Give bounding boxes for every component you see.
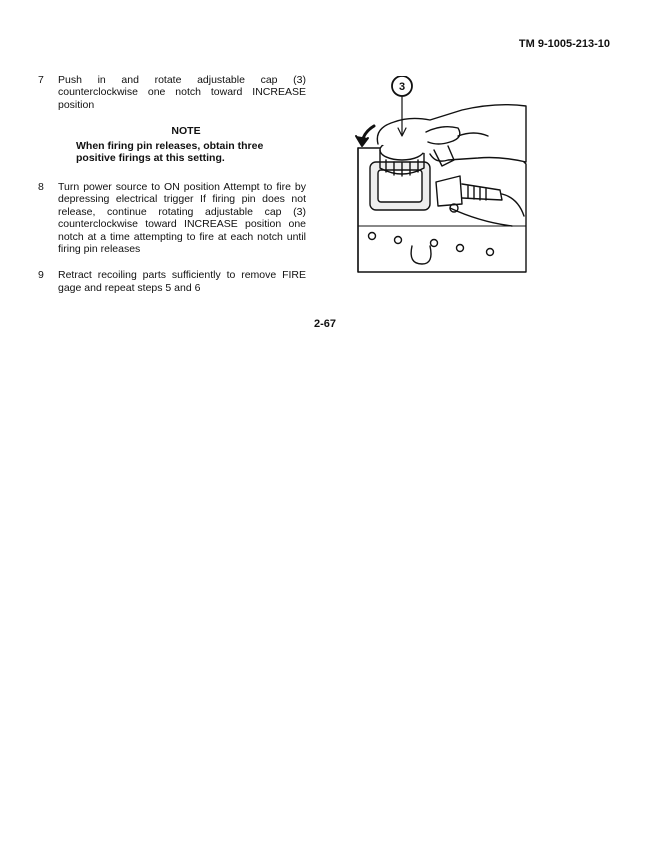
step-text: Turn power source to ON position Attempt to fire by depressing electrical trigger If firing pin does not release, continue rotating adjustable cap (3) counterclockwise toward INCREASE position one notch at a time attempting to fire at each notch until firing pin releases: [58, 181, 306, 256]
step-text: Push in and rotate adjustable cap (3) counterclockwise one notch toward INCREASE position: [58, 74, 306, 111]
document-id: TM 9-1005-213-10: [518, 38, 610, 50]
step-number: 7: [38, 74, 44, 86]
adjustable-cap-illustration: [350, 76, 530, 286]
step-number: 9: [38, 269, 44, 282]
note-title: NOTE: [171, 125, 201, 138]
page-number: 2-67: [313, 318, 337, 330]
step-number: 8: [38, 181, 44, 193]
step-9: [38, 269, 306, 294]
step-text: Retract recoiling parts sufficiently to remove FIRE gage and repeat steps 5 and 6: [58, 269, 306, 294]
step-7: [38, 74, 306, 111]
step-8: [38, 181, 306, 255]
procedure-steps: [38, 74, 306, 308]
note-block: [76, 125, 296, 165]
note-text: When firing pin releases, obtain three positive firings at this setting.: [76, 139, 264, 165]
callout-label: 3: [398, 81, 406, 93]
